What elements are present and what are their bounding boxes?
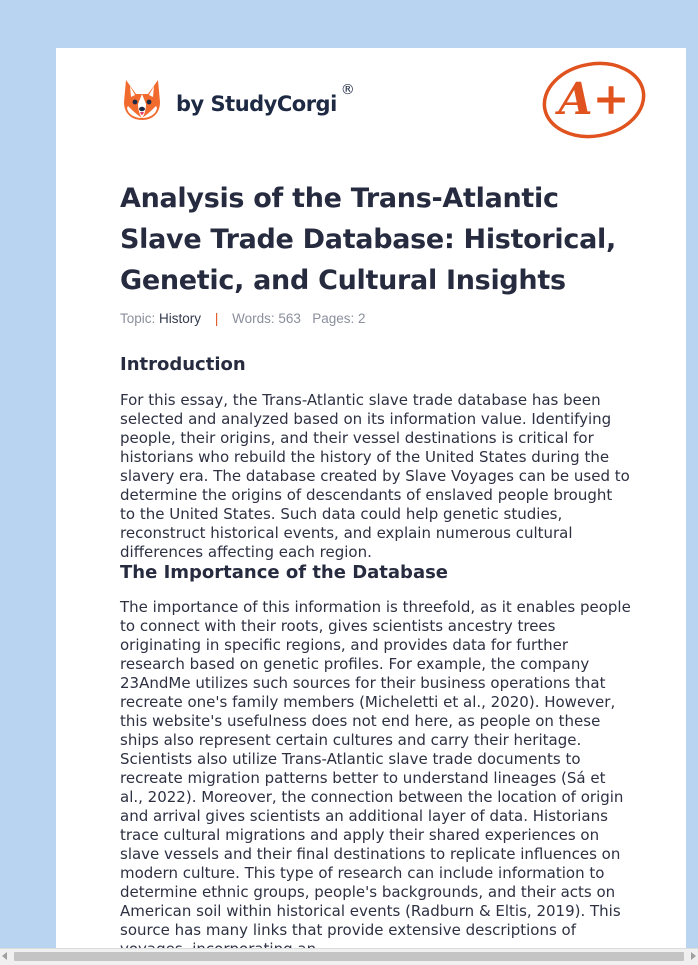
section-body-introduction: For this essay, the Trans-Atlantic slave trade database has been selected and analyzed based on its information value. Identifying people, their origins, and their vessel destinations is critical for historians who rebuild the history of the United States during the slavery era. The database created by Slave Voyages can be used to determine the origins of descendants of enslaved people brought to the United States. Such data could help genetic studies, reconstruct historical events, and explain numerous cultural differences affecting each region. [120,391,630,561]
horizontal-scrollbar[interactable] [0,948,698,965]
section-heading-importance: The Importance of the Database [120,562,449,583]
words-count: 563 [278,311,301,326]
registered-mark: ® [340,82,355,98]
brand-name: by StudyCorgi® [176,82,355,116]
section-body-importance: The importance of this information is threefold, as it enables people to connect with their roots, gives scientists ancestry trees originating in specific regions, and provides data for further research based on genetic profiles. For example, the company 23AndMe utilizes such sources for their business operations that recreate one's family members (Micheletti et al., 2020). However, this website's usefulness does not end here, as people on these ships also represent certain cultures and carry their heritage. Scientists also utilize Trans-Atlantic slave trade documents to recreate migration patterns better to understand lineages (Sá et al., 2022). Moreover, the connection between the location of origin and arrival gives scientists an additional layer of data. Historians trace cultural migrations and apply their shared experiences on slave vessels and their final destinations to replicate influences on modern culture. This type of research can include information to determine ethnic groups, people's backgrounds, and their acts on American soil within historical events (Radburn & Eltis, 2019). This source has many links that provide extensive descriptions of [120,598,631,939]
topic-label: Topic: [120,311,156,326]
scroll-left-icon[interactable] [2,952,7,960]
essay-title: Analysis of the Trans-Atlantic Slave Trade Database: Historical, Genetic, and Cultural Insights [120,183,616,296]
corgi-icon [122,78,162,122]
topic-link[interactable]: History [159,311,202,326]
words-label: Words: [232,311,275,326]
meta-separator: | [214,311,219,326]
essay-meta [120,311,366,326]
studycorgi-logo[interactable] [122,76,354,124]
section-heading-introduction: Introduction [120,354,246,375]
scrollbar-thumb[interactable] [14,952,684,961]
scroll-right-icon[interactable] [691,952,696,960]
pages-count: 2 [357,311,366,326]
essay-page [56,48,686,964]
a-plus-grade-badge [538,58,650,142]
grade-text: A+ [558,74,630,125]
pages-label: Pages: [312,311,355,326]
